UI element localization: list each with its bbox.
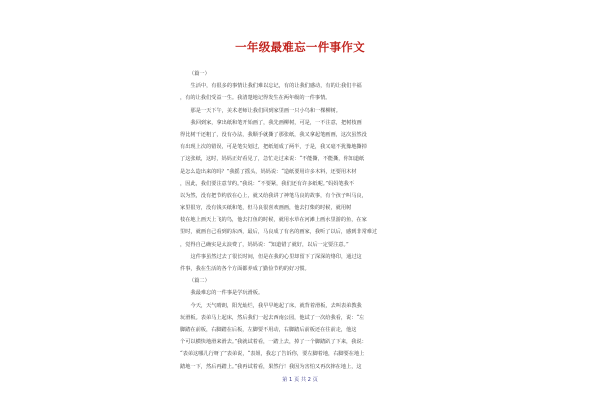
text-line: 有出现上次的错误，可是笔尖划过，把纸划成了两半，于是，我又毫不犹豫地撕掉 [180,144,367,151]
text-line: “表弟这哪儿行呀了”表弟说，“表姐，我忘了告诉你，要左脚着地，右脚要在地上 [180,351,365,358]
text-line: ，有的让我们受益一生。我清楚地记得发生在两年级的一件事情。 [180,95,331,102]
text-line: 里时，就画自己看到的东西，最后，马良成了有名的画家，我听了以后，感到非常难过 [180,229,378,236]
text-line: 我回到家，拿出纸和笔开始画了，我先画柳树，可是，一不注意，把树枝画 [190,119,362,126]
section-heading: （篇二） [189,278,210,285]
footer-prefix: 第 [282,377,288,383]
text-line: 枝在地上画天上飞的鸟，他去打鱼的时候，就用水草在河滩上画水里游的鱼，在家 [180,217,367,224]
footer-page-number: 1 [289,377,293,383]
text-line: 踏地一下，然后再踏上。”我再试着看，果然行！我因为害怕又再次摔在地上，这 [180,363,362,370]
text-line: 是怎么造出来的吗？”我摇了摇头，妈妈说：“造纸要用许多木料，还要用木材 [180,168,357,175]
footer-suffix: 页 [312,377,318,383]
text-line: 我最难忘的一件事是学玩滑板。 [190,290,264,297]
section-heading: （篇一） [189,71,210,77]
text-line: 家里很穷，没有钱买纸和笔，但马良很喜欢画画，他去打柴的时候，就用树 [180,205,352,212]
text-line: 以为然，没有把节约放在心上，就又给我讲了神笔马良的故事，有个孩子叫马良， [180,192,367,199]
text-line: 件事，我在生活的各个方面都养成了勤俭节约的好习惯。 [180,266,310,272]
text-line: 玩滑板。表弟马上起床，然后我们一起去西南公园，他试了一次给我看，说：“左 [180,314,365,321]
text-line: 个可以横快地滑来滑去。”我就试着看，一踏上去，掉了一个脚踏趴了下来，我说： [180,339,367,346]
text-line: 得比树干还粗了，没有办法，我顺手就撕了那张纸，我又拿起笔画画，这次虽然没 [180,131,367,138]
footer-total-pages: 2 [307,377,311,383]
text-line: ，因此，我们要注意节约。”我说：“不要紧，我们还有许多纸呢。”妈妈笔我不 [180,180,354,187]
document-body [180,68,423,373]
text-line: 生活中，有很多的事情让我们难以忘记，有的让我们感动，有的让我们丰福 [190,83,362,90]
footer-middle: 页 共 [293,377,307,383]
page-footer [0,376,600,383]
text-line: 脚踏在前板，右脚踏在后板，左脚要不用动，右脚踏后前板还在往前走，他这 [180,326,357,333]
text-line: 今天，天气晴朗，阳光灿烂，我早早地起了床，就背着滑板，去叫表弟教我 [190,302,362,309]
document-title: 一年级最难忘一件事作文 [235,40,365,54]
text-line: 这件事虽然过去了很长时间，但是在我的心里却留下了深深的烙印，通过这 [190,253,362,260]
text-line: ，觉得自己确实是太浪费了，妈妈说：“知道错了就好，以后一定要注意。” [180,241,349,248]
text-line: 了这张纸，这时，妈妈正好看见了，急忙走过来说：“不能撕，不能撕，你知道纸 [180,156,365,163]
text-line: 那是一天下午，美术老师让我们回到家里画一只小鸟和一棵柳树。 [190,107,341,114]
